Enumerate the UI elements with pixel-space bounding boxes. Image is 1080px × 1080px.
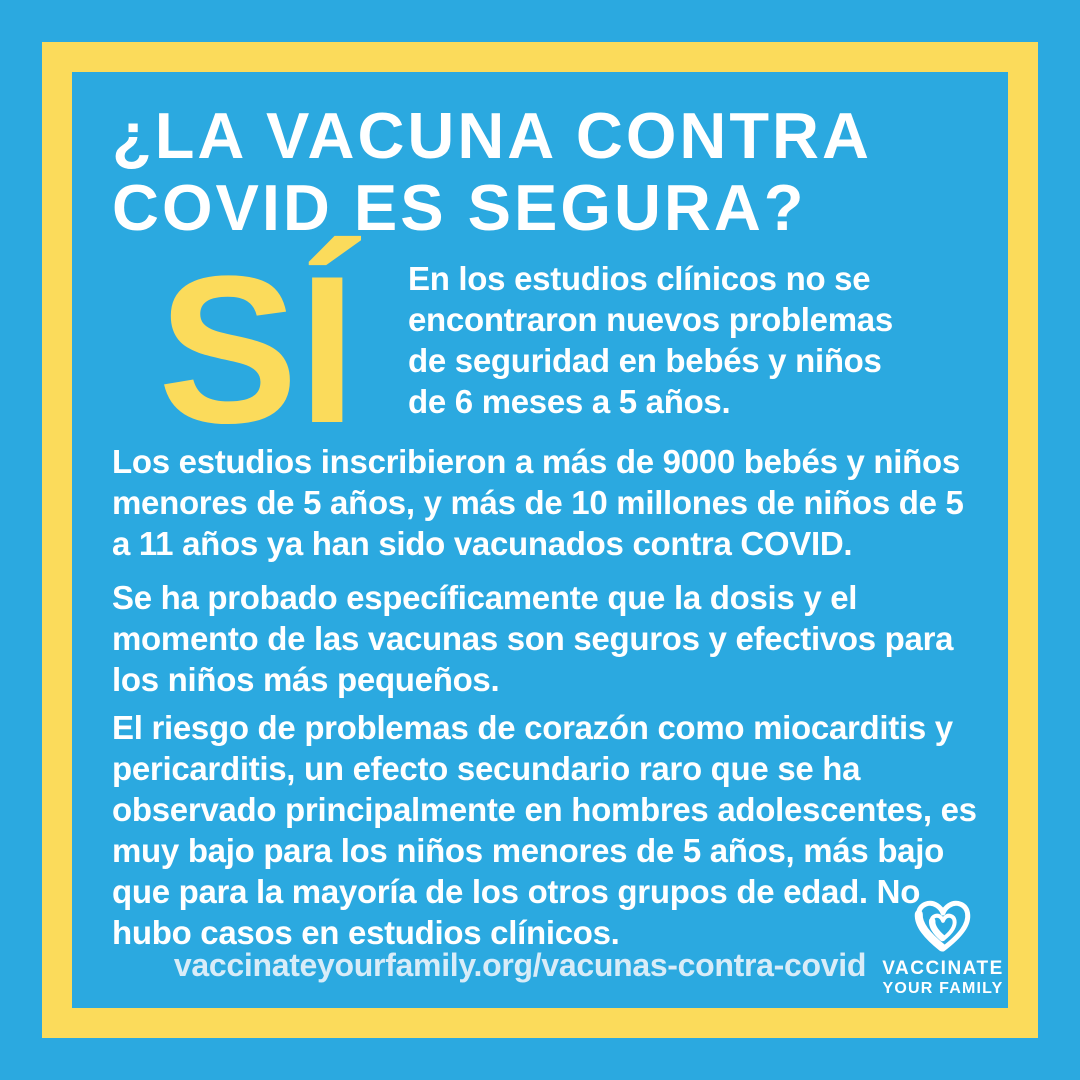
- footer-url-text: vaccinateyourfamily.org/vacunas-contra-covid: [173, 947, 867, 983]
- logo-wordmark-line1: VACCINATE: [882, 958, 1004, 979]
- heart-logo-icon: [911, 896, 975, 956]
- vaccinate-your-family-logo: [878, 896, 1008, 998]
- logo-wordmark-line2: YOUR FAMILY: [882, 980, 1004, 997]
- answer-si-text: SÍ: [158, 232, 357, 467]
- body-paragraph-1: Los estudios inscribieron a más de 9000 bebés y niños menores de 5 años, y más de 10 millones de niños de 5 a 11 años ya han sido vacunados contra COVID.: [112, 443, 964, 562]
- poster-title: ¿LA VACUNA CONTRA COVID ES SEGURA?: [112, 99, 870, 244]
- intro-paragraph: En los estudios clínicos no se encontraron nuevos problemas de seguridad en bebés y niños de 6 meses a 5 años.: [408, 260, 893, 420]
- body-paragraph-3: El riesgo de problemas de corazón como miocarditis y pericarditis, un efecto secundario raro que se ha observado principalmente en hombres adolescentes, es muy bajo para los niños menores de 5 años, más bajo que para la mayoría de los otros grupos de edad. No hubo casos en estudios clínicos.: [112, 709, 977, 951]
- body-paragraph-2: Se ha probado específicamente que la dosis y el momento de las vacunas son seguros y efectivos para los niños más pequeños.: [112, 579, 954, 698]
